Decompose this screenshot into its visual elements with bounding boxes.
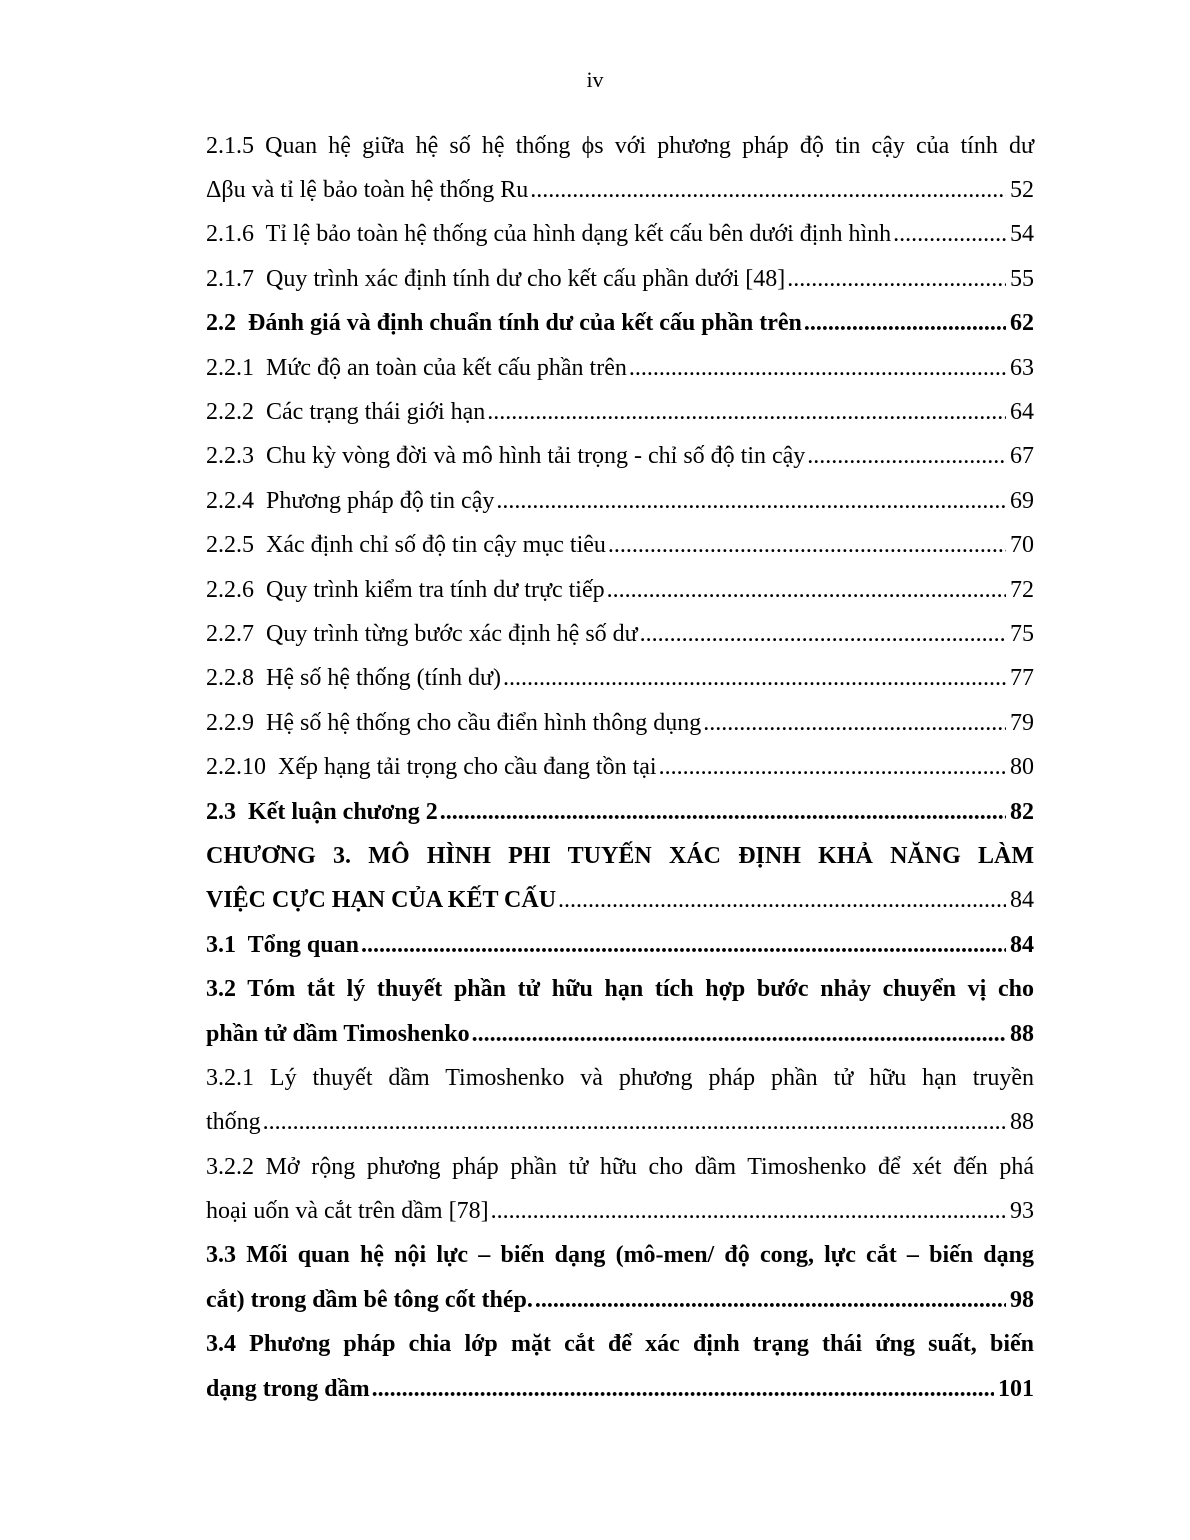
toc-line (206, 1189, 1034, 1233)
toc-entry-title: 2.2 Đánh giá và định chuẩn tính dư của kết cấu phần trên (206, 310, 802, 337)
toc-page-number: 88 (1010, 1020, 1034, 1047)
toc-line (206, 213, 1034, 257)
dot-leader (787, 266, 1006, 293)
toc-line (206, 967, 1034, 1011)
toc-entry-2-2-9[interactable] (206, 701, 1034, 745)
toc-entry-2-2-1[interactable] (206, 346, 1034, 390)
toc-line (206, 1323, 1034, 1367)
dot-leader (487, 399, 1006, 426)
dot-leader (372, 1376, 994, 1403)
dot-leader (703, 710, 1006, 737)
toc-line (206, 435, 1034, 479)
dot-leader (607, 577, 1006, 604)
toc-line (206, 701, 1034, 745)
toc-page-number: 75 (1010, 620, 1034, 647)
toc-entry-title: 2.2.8 Hệ số hệ thống (tính dư) (206, 665, 501, 692)
toc-entry-title: 2.2.7 Quy trình từng bước xác định hệ số dư (206, 620, 638, 647)
toc-page-number: 82 (1010, 798, 1034, 825)
dot-leader (629, 355, 1006, 382)
dot-leader (440, 799, 1006, 826)
toc-entry-title: VIỆC CỰC HẠN CỦA KẾT CẤU (206, 887, 557, 914)
toc-page-number: 93 (1010, 1198, 1034, 1225)
toc-entry-title: Δβu và tỉ lệ bảo toàn hệ thống Ru (206, 177, 529, 204)
toc-line-text: 2.1.5 Quan hệ giữa hệ số hệ thống ϕs với phương pháp độ tin cậy của tính dư (206, 132, 1034, 159)
toc-line (206, 568, 1034, 612)
toc-line (206, 1101, 1034, 1145)
dot-leader (496, 488, 1006, 515)
toc-entry-3-4[interactable] (206, 1323, 1034, 1412)
toc-entry-title: 2.1.6 Tỉ lệ bảo toàn hệ thống của hình dạng kết cấu bên dưới định hình (206, 221, 892, 248)
toc-line (206, 1012, 1034, 1056)
toc-line (206, 612, 1034, 656)
toc-line (206, 745, 1034, 789)
table-of-contents (206, 124, 1034, 1411)
toc-line (206, 1367, 1034, 1411)
toc-page-number: 84 (1010, 887, 1034, 914)
toc-entry-title: 2.3 Kết luận chương 2 (206, 798, 438, 825)
toc-entry-2-2-6[interactable] (206, 568, 1034, 612)
toc-line (206, 1234, 1034, 1278)
toc-page-number: 79 (1010, 709, 1034, 736)
toc-page-number: 77 (1010, 665, 1034, 692)
toc-line (206, 168, 1034, 212)
toc-line (206, 834, 1034, 878)
toc-entry-3-2-2[interactable] (206, 1145, 1034, 1234)
toc-line (206, 257, 1034, 301)
toc-entry-title: 2.2.4 Phương pháp độ tin cậy (206, 487, 495, 514)
dot-leader (535, 1287, 1006, 1314)
toc-page-number: 101 (998, 1375, 1034, 1402)
dot-leader (893, 221, 1006, 248)
toc-line (206, 1278, 1034, 1322)
toc-entry-3-1[interactable] (206, 923, 1034, 967)
dot-leader (361, 932, 1006, 959)
toc-line-text: CHƯƠNG 3. MÔ HÌNH PHI TUYẾN XÁC ĐỊNH KHẢ NĂNG LÀM (206, 842, 1034, 869)
toc-page-number: 64 (1010, 399, 1034, 426)
toc-entry-title: 2.2.6 Quy trình kiểm tra tính dư trực tiếp (206, 576, 605, 603)
toc-page-number: 67 (1010, 443, 1034, 470)
toc-page-number: 69 (1010, 487, 1034, 514)
toc-entry-2-2-10[interactable] (206, 745, 1034, 789)
toc-entry-title: 2.2.10 Xếp hạng tải trọng cho cầu đang tồn tại (206, 754, 657, 781)
toc-line (206, 524, 1034, 568)
toc-line (206, 124, 1034, 168)
toc-entry-2-1-7[interactable] (206, 257, 1034, 301)
toc-entry-title: 2.2.3 Chu kỳ vòng đời và mô hình tải trọng - chỉ số độ tin cậy (206, 443, 806, 470)
toc-line-text: 3.2.2 Mở rộng phương pháp phần tử hữu cho dầm Timoshenko để xét đến phá (206, 1153, 1034, 1180)
toc-page-number: 52 (1010, 177, 1034, 204)
toc-entry-title: 2.2.9 Hệ số hệ thống cho cầu điển hình thông dụng (206, 709, 702, 736)
toc-line-text: 3.2.1 Lý thuyết dầm Timoshenko và phương pháp phần tử hữu hạn truyền (206, 1064, 1034, 1091)
toc-page-number: 72 (1010, 576, 1034, 603)
toc-line (206, 879, 1034, 923)
toc-entry-title: 3.1 Tổng quan (206, 931, 359, 958)
toc-entry-2-1-5[interactable] (206, 124, 1034, 213)
toc-line-text: 3.3 Mối quan hệ nội lực – biến dạng (mô-men/ độ cong, lực cắt – biến dạng (206, 1242, 1034, 1269)
toc-line (206, 790, 1034, 834)
page-number: iv (586, 67, 604, 92)
toc-line-text: 3.4 Phương pháp chia lớp mặt cắt để xác định trạng thái ứng suất, biến (206, 1331, 1034, 1358)
toc-entry-title: 2.2.5 Xác định chỉ số độ tin cậy mục tiêu (206, 532, 606, 559)
toc-entry-title: 2.2.2 Các trạng thái giới hạn (206, 399, 486, 426)
dot-leader (530, 177, 1006, 204)
dot-leader (659, 754, 1006, 781)
toc-page-number: 54 (1010, 221, 1034, 248)
toc-entry-title: dạng trong dầm (206, 1375, 370, 1402)
toc-page-number: 98 (1010, 1286, 1034, 1313)
toc-entry-title: 2.1.7 Quy trình xác định tính dư cho kết cấu phần dưới [48] (206, 265, 786, 292)
dot-leader (263, 1109, 1006, 1136)
toc-entry-2-2[interactable] (206, 302, 1034, 346)
toc-line (206, 1145, 1034, 1189)
dot-leader (804, 310, 1006, 337)
toc-line (206, 657, 1034, 701)
dot-leader (491, 1198, 1006, 1225)
toc-entry-title: thống (206, 1109, 261, 1136)
toc-entry-2-1-6[interactable] (206, 213, 1034, 257)
toc-entry-title: 2.2.1 Mức độ an toàn của kết cấu phần trên (206, 354, 627, 381)
dot-leader (608, 532, 1006, 559)
dot-leader (472, 1021, 1006, 1048)
toc-line-text: 3.2 Tóm tắt lý thuyết phần tử hữu hạn tích hợp bước nhảy chuyển vị cho (206, 976, 1034, 1003)
toc-entry-2-2-7[interactable] (206, 612, 1034, 656)
toc-entry-title: phần tử dầm Timoshenko (206, 1020, 470, 1047)
toc-entry-2-3[interactable] (206, 790, 1034, 834)
toc-page-number: 62 (1010, 310, 1034, 337)
toc-entry-title: hoại uốn và cắt trên dầm [78] (206, 1198, 489, 1225)
toc-entry-3-3[interactable] (206, 1234, 1034, 1323)
toc-entry-2-2-2[interactable] (206, 390, 1034, 434)
toc-page-number: 70 (1010, 532, 1034, 559)
toc-entry-chuong-3[interactable] (206, 834, 1034, 923)
toc-line (206, 1056, 1034, 1100)
dot-leader (503, 665, 1006, 692)
toc-page-number: 55 (1010, 265, 1034, 292)
toc-entry-2-2-8[interactable] (206, 657, 1034, 701)
toc-entry-2-2-3[interactable] (206, 435, 1034, 479)
toc-entry-2-2-4[interactable] (206, 479, 1034, 523)
dot-leader (807, 443, 1006, 470)
toc-line (206, 479, 1034, 523)
dot-leader (640, 621, 1006, 648)
toc-page-number: 88 (1010, 1109, 1034, 1136)
toc-line (206, 923, 1034, 967)
toc-entry-3-2[interactable] (206, 967, 1034, 1056)
toc-entry-title: cắt) trong dầm bê tông cốt thép. (206, 1286, 533, 1313)
toc-line (206, 390, 1034, 434)
toc-line (206, 302, 1034, 346)
dot-leader (558, 887, 1006, 914)
toc-line (206, 346, 1034, 390)
toc-entry-2-2-5[interactable] (206, 524, 1034, 568)
toc-page-number: 63 (1010, 354, 1034, 381)
toc-page-number: 84 (1010, 931, 1034, 958)
toc-entry-3-2-1[interactable] (206, 1056, 1034, 1145)
toc-page-number: 80 (1010, 754, 1034, 781)
